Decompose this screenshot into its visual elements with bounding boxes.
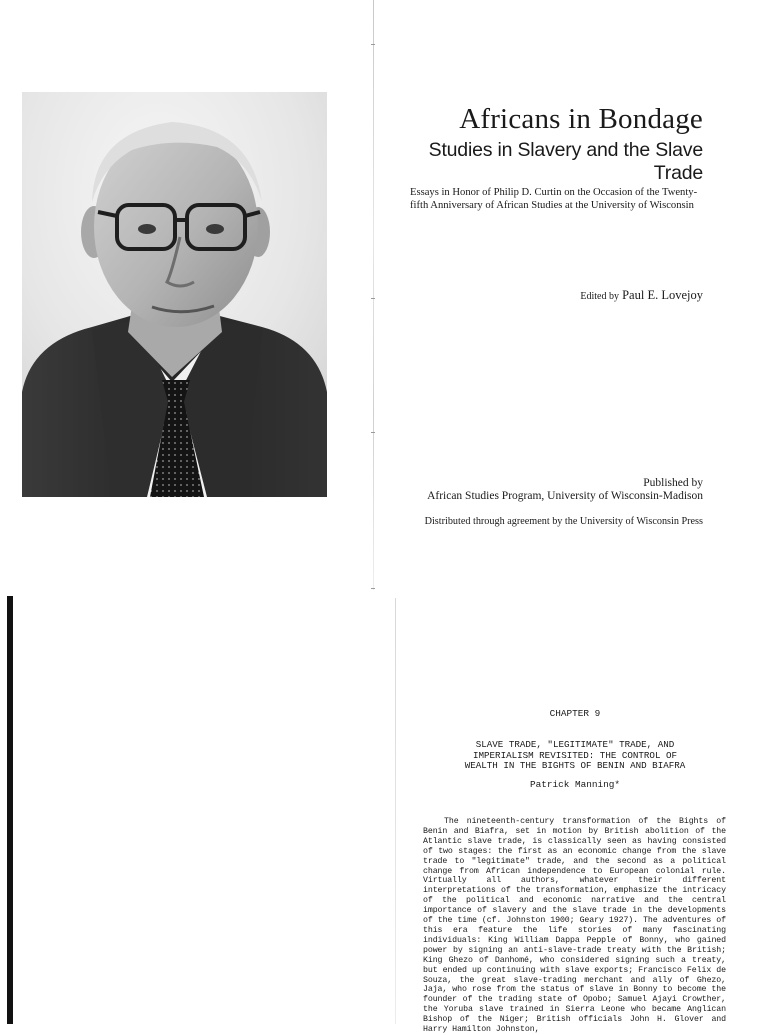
chapter-number: CHAPTER 9 [549, 708, 601, 719]
chapter-title-line: WEALTH IN THE BIGHTS OF BENIN AND BIAFRA [464, 760, 686, 772]
editor-name: Paul E. Lovejoy [622, 288, 703, 302]
scan-edge-bar [7, 596, 13, 1024]
dedication-text: Essays in Honor of Philip D. Curtin on the Occasion of the Twenty-fifth Anniversary of African Studies at the University of Wisconsin [410, 187, 698, 211]
page-spine-line [395, 598, 396, 1024]
portrait-illustration [22, 92, 327, 497]
chapter-body-paragraph: The nineteenth-century transformation of the Bights of Benin and Biafra, set in motion by British abolition of the Atlantic slave trade, is classically seen as having consisted of two stages: the first as an economic change from the slave trade to "legitimate" trade, and the second as a political change from African independence to European colonial rule. Virtually all authors, whatever their different interpretations of the transformation, emphasize the intricacy of the political and economic narrative and the central importance of slavery and the slave trade in the developments of the time (cf. Johnston 1900; Geary 1927). The adventures of this era feature the life stories of many fascinating individuals: King William Dappa Pepple of Bonny, who gained power by signing an anti-slave-trade treaty with the British; King Ghezo of Danhomé, who considered signing such a treaty, but ended up continuing with slave exports; Francisco Felix de Souza, the great slave-trading merchant and ally of Ghezo, Jaja, who rose from the status of slave in Bonny to become the founder of the trading state of Opobo; Samuel Ajayi Crowther, the Yoruba slave trained in Sierra Leone who became Anglican Bishop of the Niger; British officials John H. Glover and Harry Hamilton Johnston, [423, 817, 726, 1035]
chapter-title [420, 740, 730, 772]
published-by-label: Published by [643, 477, 703, 489]
page-spine-line [373, 0, 374, 590]
editor-credit [420, 288, 703, 303]
distribution-note: Distributed through agreement by the University of Wisconsin Press [424, 516, 703, 527]
portrait-photo [22, 92, 327, 497]
spine-mark [371, 588, 375, 589]
book-title: Africans in Bondage [459, 103, 703, 135]
editor-prefix: Edited by [580, 291, 619, 302]
spine-mark [371, 298, 375, 299]
chapter-author: Patrick Manning* [529, 779, 620, 790]
spine-mark [371, 44, 375, 45]
chapter-title-line: SLAVE TRADE, "LEGITIMATE" TRADE, AND [475, 739, 675, 750]
chapter-title-line: IMPERIALISM REVISITED: THE CONTROL OF [473, 749, 677, 761]
publisher-name: African Studies Program, University of Wisconsin-Madison [427, 490, 703, 502]
book-subtitle: Studies in Slavery and the Slave Trade [428, 139, 703, 184]
spine-mark [371, 432, 375, 433]
